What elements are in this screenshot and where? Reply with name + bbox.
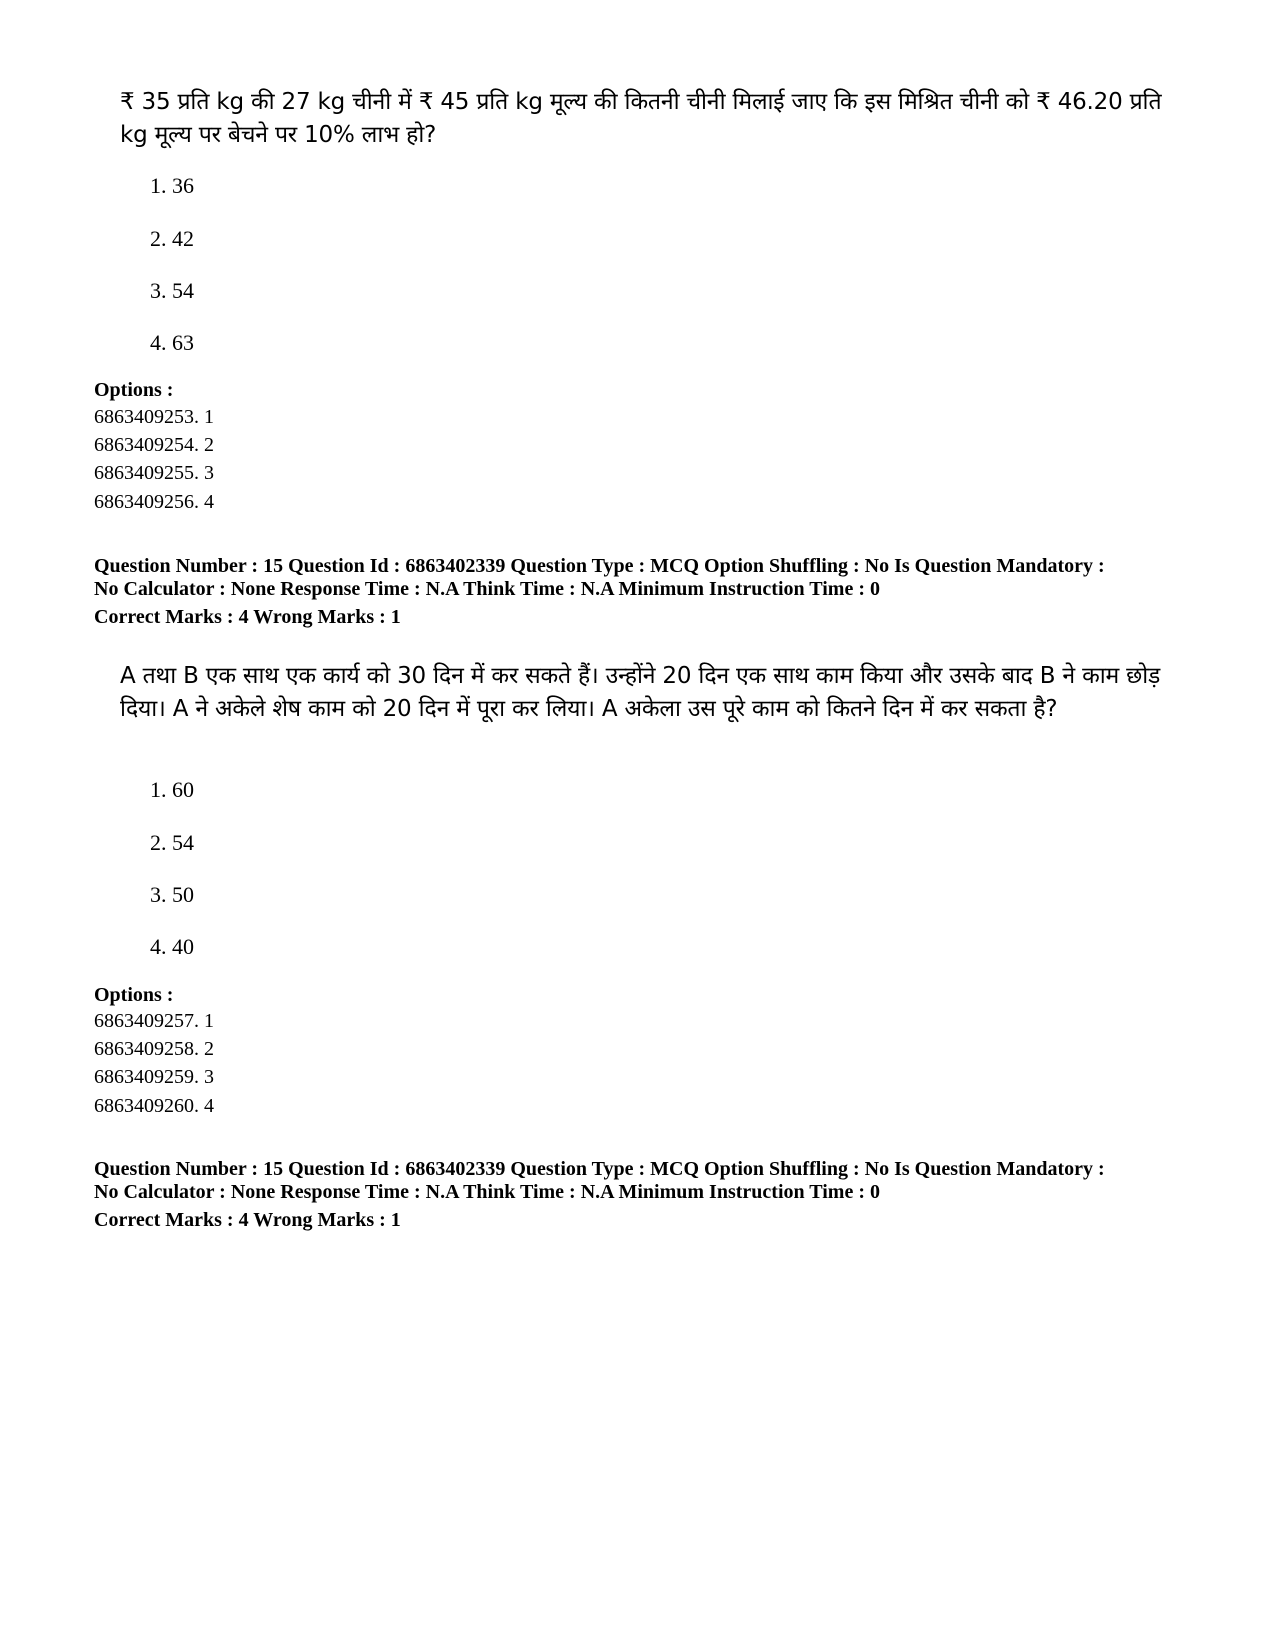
choice-2: 2. 54 (150, 830, 194, 855)
option-id-row: 6863409253. 1 (94, 406, 214, 428)
choice-4: 4. 40 (150, 934, 194, 959)
question-meta-line: No Calculator : None Response Time : N.A Think Time : N.A Minimum Instruction Time : 0 (94, 1181, 880, 1203)
question-meta-line: Question Number : 15 Question Id : 6863402339 Question Type : MCQ Option Shuffling : No Is Question Mandatory : (94, 555, 1105, 577)
option-id-row: 6863409259. 3 (94, 1066, 214, 1088)
option-id-row: 6863409256. 4 (94, 491, 214, 513)
choice-4: 4. 63 (150, 330, 194, 355)
choice-3: 3. 54 (150, 278, 194, 303)
marks-line: Correct Marks : 4 Wrong Marks : 1 (94, 1209, 401, 1231)
question-meta-line: Question Number : 15 Question Id : 6863402339 Question Type : MCQ Option Shuffling : No Is Question Mandatory : (94, 1158, 1105, 1180)
option-id-row: 6863409257. 1 (94, 1010, 214, 1032)
choice-2: 2. 42 (150, 226, 194, 251)
choice-3: 3. 50 (150, 882, 194, 907)
options-label: Options : (94, 379, 174, 401)
question-meta-line: No Calculator : None Response Time : N.A Think Time : N.A Minimum Instruction Time : 0 (94, 578, 880, 600)
question-text-work-days: A तथा B एक साथ एक कार्य को 30 दिन में कर सकते हैं। उन्होंने 20 दिन एक साथ काम किया और उसके बाद B ने काम छोड़ दिया। A ने अकेले शेष काम को 20 दिन में पूरा कर लिया। A अकेला उस पूरे काम को कितने दिन में कर सकता है? (120, 663, 1161, 722)
option-id-row: 6863409254. 2 (94, 434, 214, 456)
options-label: Options : (94, 984, 174, 1006)
question-text-sugar-mixture: ₹ 35 प्रति kg की 27 kg चीनी में ₹ 45 प्रति kg मूल्य की कितनी चीनी मिलाई जाए कि इस मिश्रित चीनी को ₹ 46.20 प्रति kg मूल्य पर बेचने पर 10% लाभ हो? (120, 89, 1162, 148)
option-id-row: 6863409260. 4 (94, 1095, 214, 1117)
choice-1: 1. 60 (150, 777, 194, 802)
option-id-row: 6863409258. 2 (94, 1038, 214, 1060)
option-id-row: 6863409255. 3 (94, 462, 214, 484)
marks-line: Correct Marks : 4 Wrong Marks : 1 (94, 606, 401, 628)
choice-1: 1. 36 (150, 173, 194, 198)
